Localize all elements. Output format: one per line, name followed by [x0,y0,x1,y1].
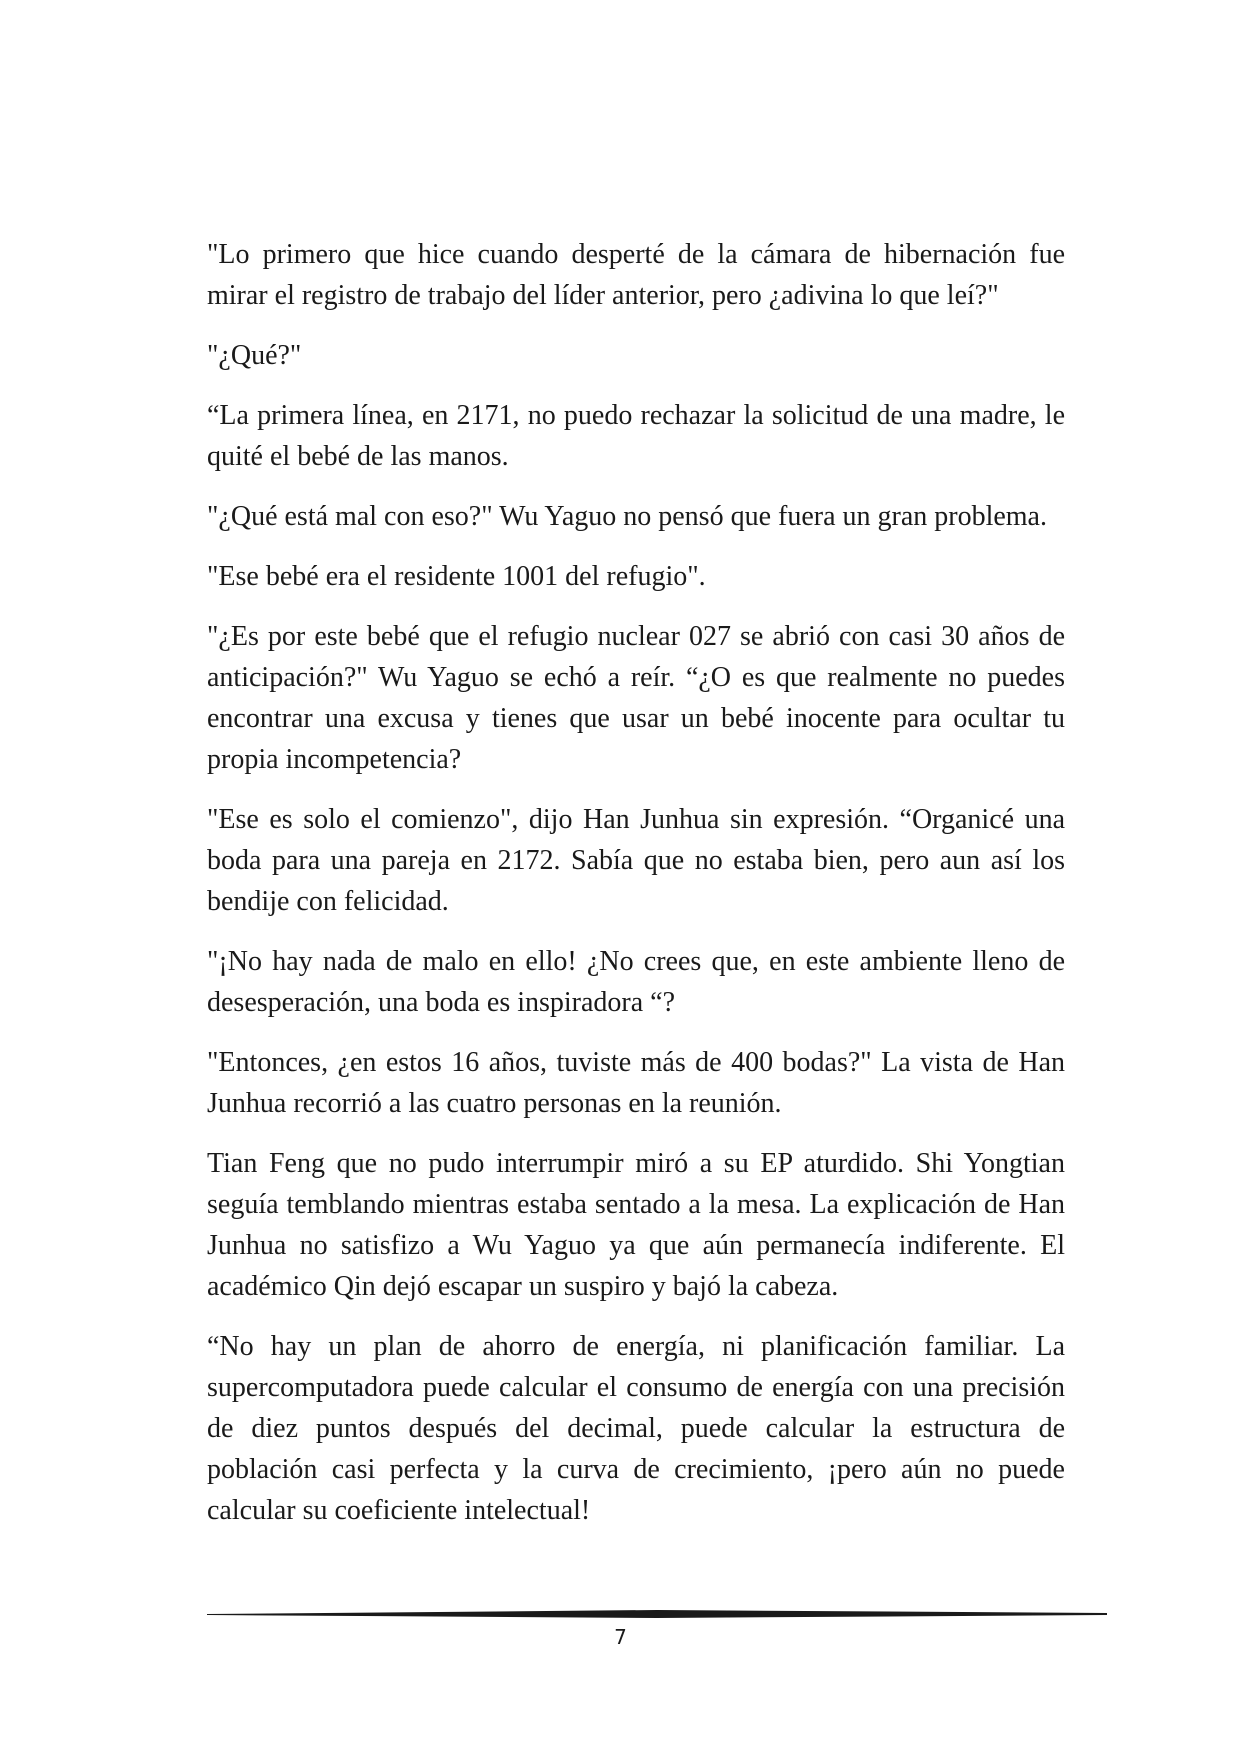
page-number: 7 [614,1625,627,1649]
paragraph: "Ese bebé era el residente 1001 del refugio". [207,561,706,592]
paragraph: “La primera línea, en 2171, no puedo rechazar la solicitud de una madre, le quité el bebé de las manos. [207,400,1065,472]
paragraph: "Entonces, ¿en estos 16 años, tuviste más de 400 bodas?" La vista de Han Junhua recorrió a las cuatro personas en la reunión. [207,1047,1065,1119]
page-body [207,234,1065,1550]
paragraph: "Ese es solo el comienzo", dijo Han Junhua sin expresión. “Organicé una boda para una pareja en 2172. Sabía que no estaba bien, pero aun así los bendije con felicidad. [207,804,1065,917]
paragraph: "¿Es por este bebé que el refugio nuclear 027 se abrió con casi 30 años de anticipación?" Wu Yaguo se echó a reír. “¿O es que realmente no puedes encontrar una excusa y tienes que usar un bebé inocente para ocultar tu propia incompetencia? [207,621,1065,775]
footer-divider [207,1608,1107,1620]
paragraph: “No hay un plan de ahorro de energía, ni planificación familiar. La supercomputadora puede calcular el consumo de energía con una precisión de diez puntos después del decimal, puede calcular la estructura de población casi perfecta y la curva de crecimiento, ¡pero aún no puede calcular su coeficiente intelectual! [207,1331,1065,1526]
paragraph: "¿Qué está mal con eso?" Wu Yaguo no pensó que fuera un gran problema. [207,501,1047,532]
paragraph: Tian Feng que no pudo interrumpir miró a su EP aturdido. Shi Yongtian seguía temblando mientras estaba sentado a la mesa. La explicación de Han Junhua no satisfizo a Wu Yaguo ya que aún permanecía indiferente. El académico Qin dejó escapar un suspiro y bajó la cabeza. [207,1148,1065,1302]
paragraph: "¡No hay nada de malo en ello! ¿No crees que, en este ambiente lleno de desesperación, una boda es inspiradora “? [207,946,1065,1018]
paragraph: "¿Qué?" [207,340,302,371]
paragraph: "Lo primero que hice cuando desperté de la cámara de hibernación fue mirar el registro de trabajo del líder anterior, pero ¿adivina lo que leí?" [207,239,1065,311]
